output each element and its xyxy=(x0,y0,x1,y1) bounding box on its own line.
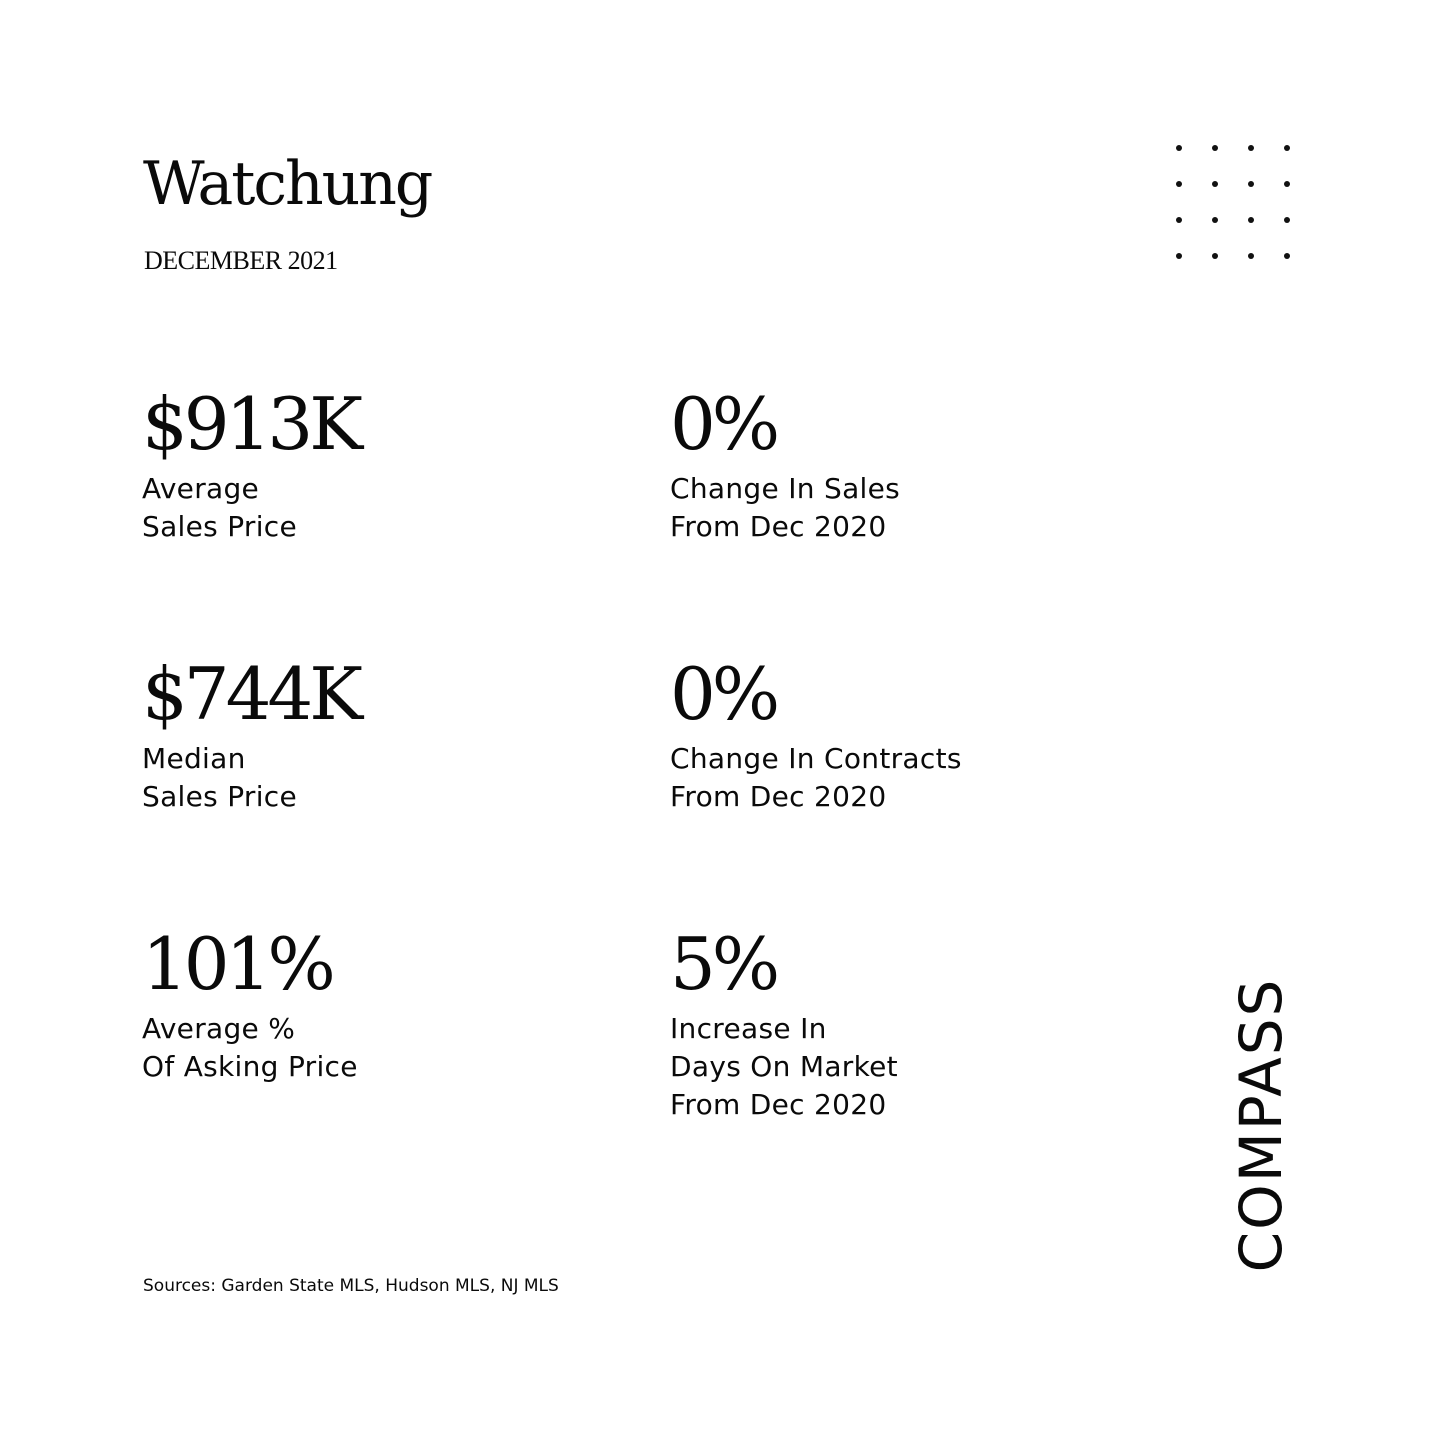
stat-label: Average Sales Price xyxy=(142,472,298,543)
stat-label: Median Sales Price xyxy=(142,742,298,813)
dot xyxy=(1176,145,1182,151)
stat-days-on-market xyxy=(670,918,1090,1124)
dot xyxy=(1248,253,1254,259)
dot xyxy=(1176,217,1182,223)
dot xyxy=(1248,181,1254,187)
dot xyxy=(1176,181,1182,187)
dot xyxy=(1212,253,1218,259)
report-date: DECEMBER 2021 xyxy=(144,246,338,275)
stat-value: 0% xyxy=(670,382,777,466)
page-title: Watchung xyxy=(143,149,432,219)
stat-value: 5% xyxy=(670,922,777,1006)
dot xyxy=(1284,145,1290,151)
dot xyxy=(1284,181,1290,187)
stat-average-sales-price xyxy=(142,378,562,546)
stat-change-in-sales xyxy=(670,378,1090,546)
dot xyxy=(1212,217,1218,223)
dot xyxy=(1248,145,1254,151)
compass-logo-text: COMPASS xyxy=(1227,977,1295,1273)
stat-value: $744K xyxy=(142,652,360,736)
dot xyxy=(1176,253,1182,259)
dot xyxy=(1248,217,1254,223)
dot xyxy=(1284,253,1290,259)
sources-note: Sources: Garden State MLS, Hudson MLS, NJ MLS xyxy=(143,1276,559,1296)
stat-label: Increase In Days On Market From Dec 2020 xyxy=(670,1012,898,1121)
stat-label: Change In Sales From Dec 2020 xyxy=(670,472,901,543)
compass-logo xyxy=(1227,950,1295,1300)
dot xyxy=(1212,145,1218,151)
stat-value: 0% xyxy=(670,652,777,736)
stat-label: Change In Contracts From Dec 2020 xyxy=(670,742,962,813)
dot xyxy=(1284,217,1290,223)
stat-median-sales-price xyxy=(142,648,562,816)
dot-grid-icon xyxy=(1176,145,1300,269)
stat-value: $913K xyxy=(142,382,360,466)
stat-label: Average % Of Asking Price xyxy=(142,1012,358,1083)
stat-change-in-contracts xyxy=(670,648,1090,816)
dot xyxy=(1212,181,1218,187)
stat-value: 101% xyxy=(142,922,332,1006)
stat-average-of-asking-price xyxy=(142,918,562,1086)
